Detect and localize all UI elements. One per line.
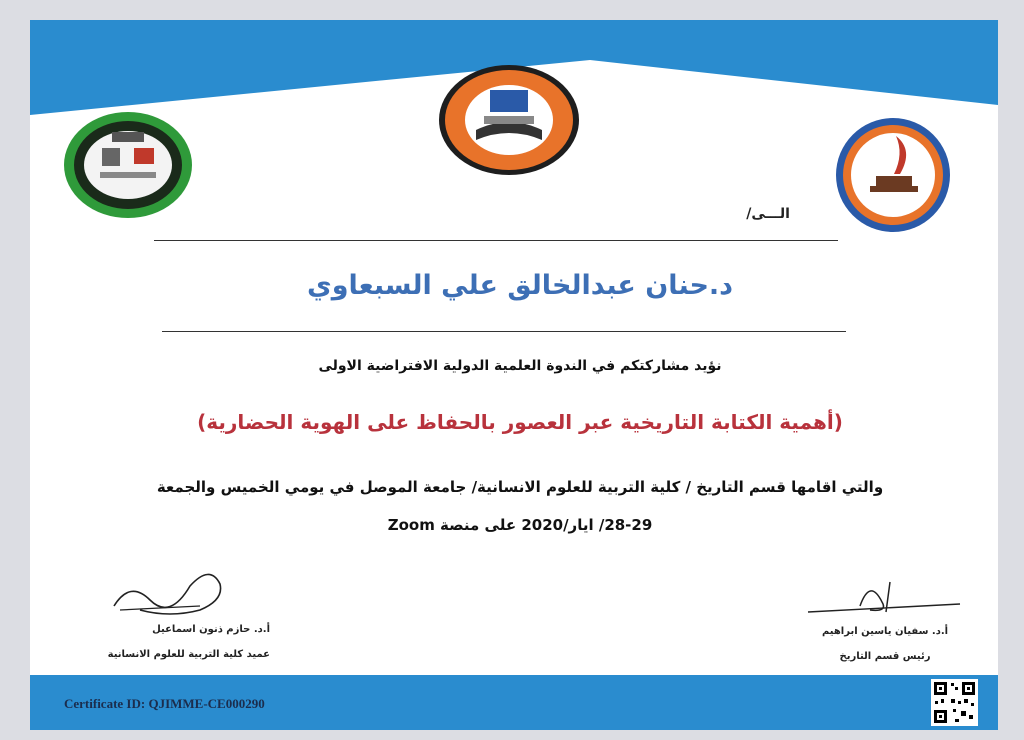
signatory-name-right: أ.د. سفيان ياسين ابراهيم bbox=[821, 626, 949, 637]
handwritten-signature-right bbox=[800, 572, 970, 622]
signatory-name-left: أ.د. حازم ذنون اسماعيل bbox=[152, 624, 270, 635]
footer-bar bbox=[30, 675, 998, 730]
certificate bbox=[30, 20, 998, 730]
divider-top bbox=[154, 240, 838, 241]
history-department-quill-icon bbox=[834, 114, 952, 236]
university-seal-green-icon bbox=[62, 110, 194, 220]
handwritten-signature-left bbox=[100, 560, 250, 620]
qr-code-icon bbox=[931, 679, 978, 726]
certificate-id: Certificate ID: QJIMME-CE000290 bbox=[64, 696, 265, 711]
participation-statement: نؤيد مشاركتكم في الندوة العلمية الدولية الافتراضية الاولى bbox=[318, 358, 722, 374]
seminar-topic: (أهمية الكتابة التاريخية عبر العصور بالحفاظ على الهوية الحضارية) bbox=[197, 410, 843, 434]
date-and-platform: 28-29/ ايار/2020 على منصة Zoom bbox=[387, 516, 653, 534]
organizer-line: والتي اقامها قسم التاريخ / كلية التربية للعلوم الانسانية/ جامعة الموصل في يومي الخميس والجمعة bbox=[156, 478, 884, 496]
recipient-prefix: الـــى/ bbox=[746, 206, 790, 222]
divider-bottom bbox=[162, 331, 846, 332]
recipient-name: د.حنان عبدالخالق علي السبعاوي bbox=[306, 270, 734, 301]
signature-block-left bbox=[100, 560, 270, 660]
signatory-title-left: عميد كلية التربية للعلوم الانسانية bbox=[107, 649, 270, 660]
signature-block-right bbox=[800, 572, 970, 662]
university-seal-orange-icon bbox=[438, 64, 580, 176]
signatory-title-right: رئيس قسم التاريخ bbox=[839, 651, 931, 662]
